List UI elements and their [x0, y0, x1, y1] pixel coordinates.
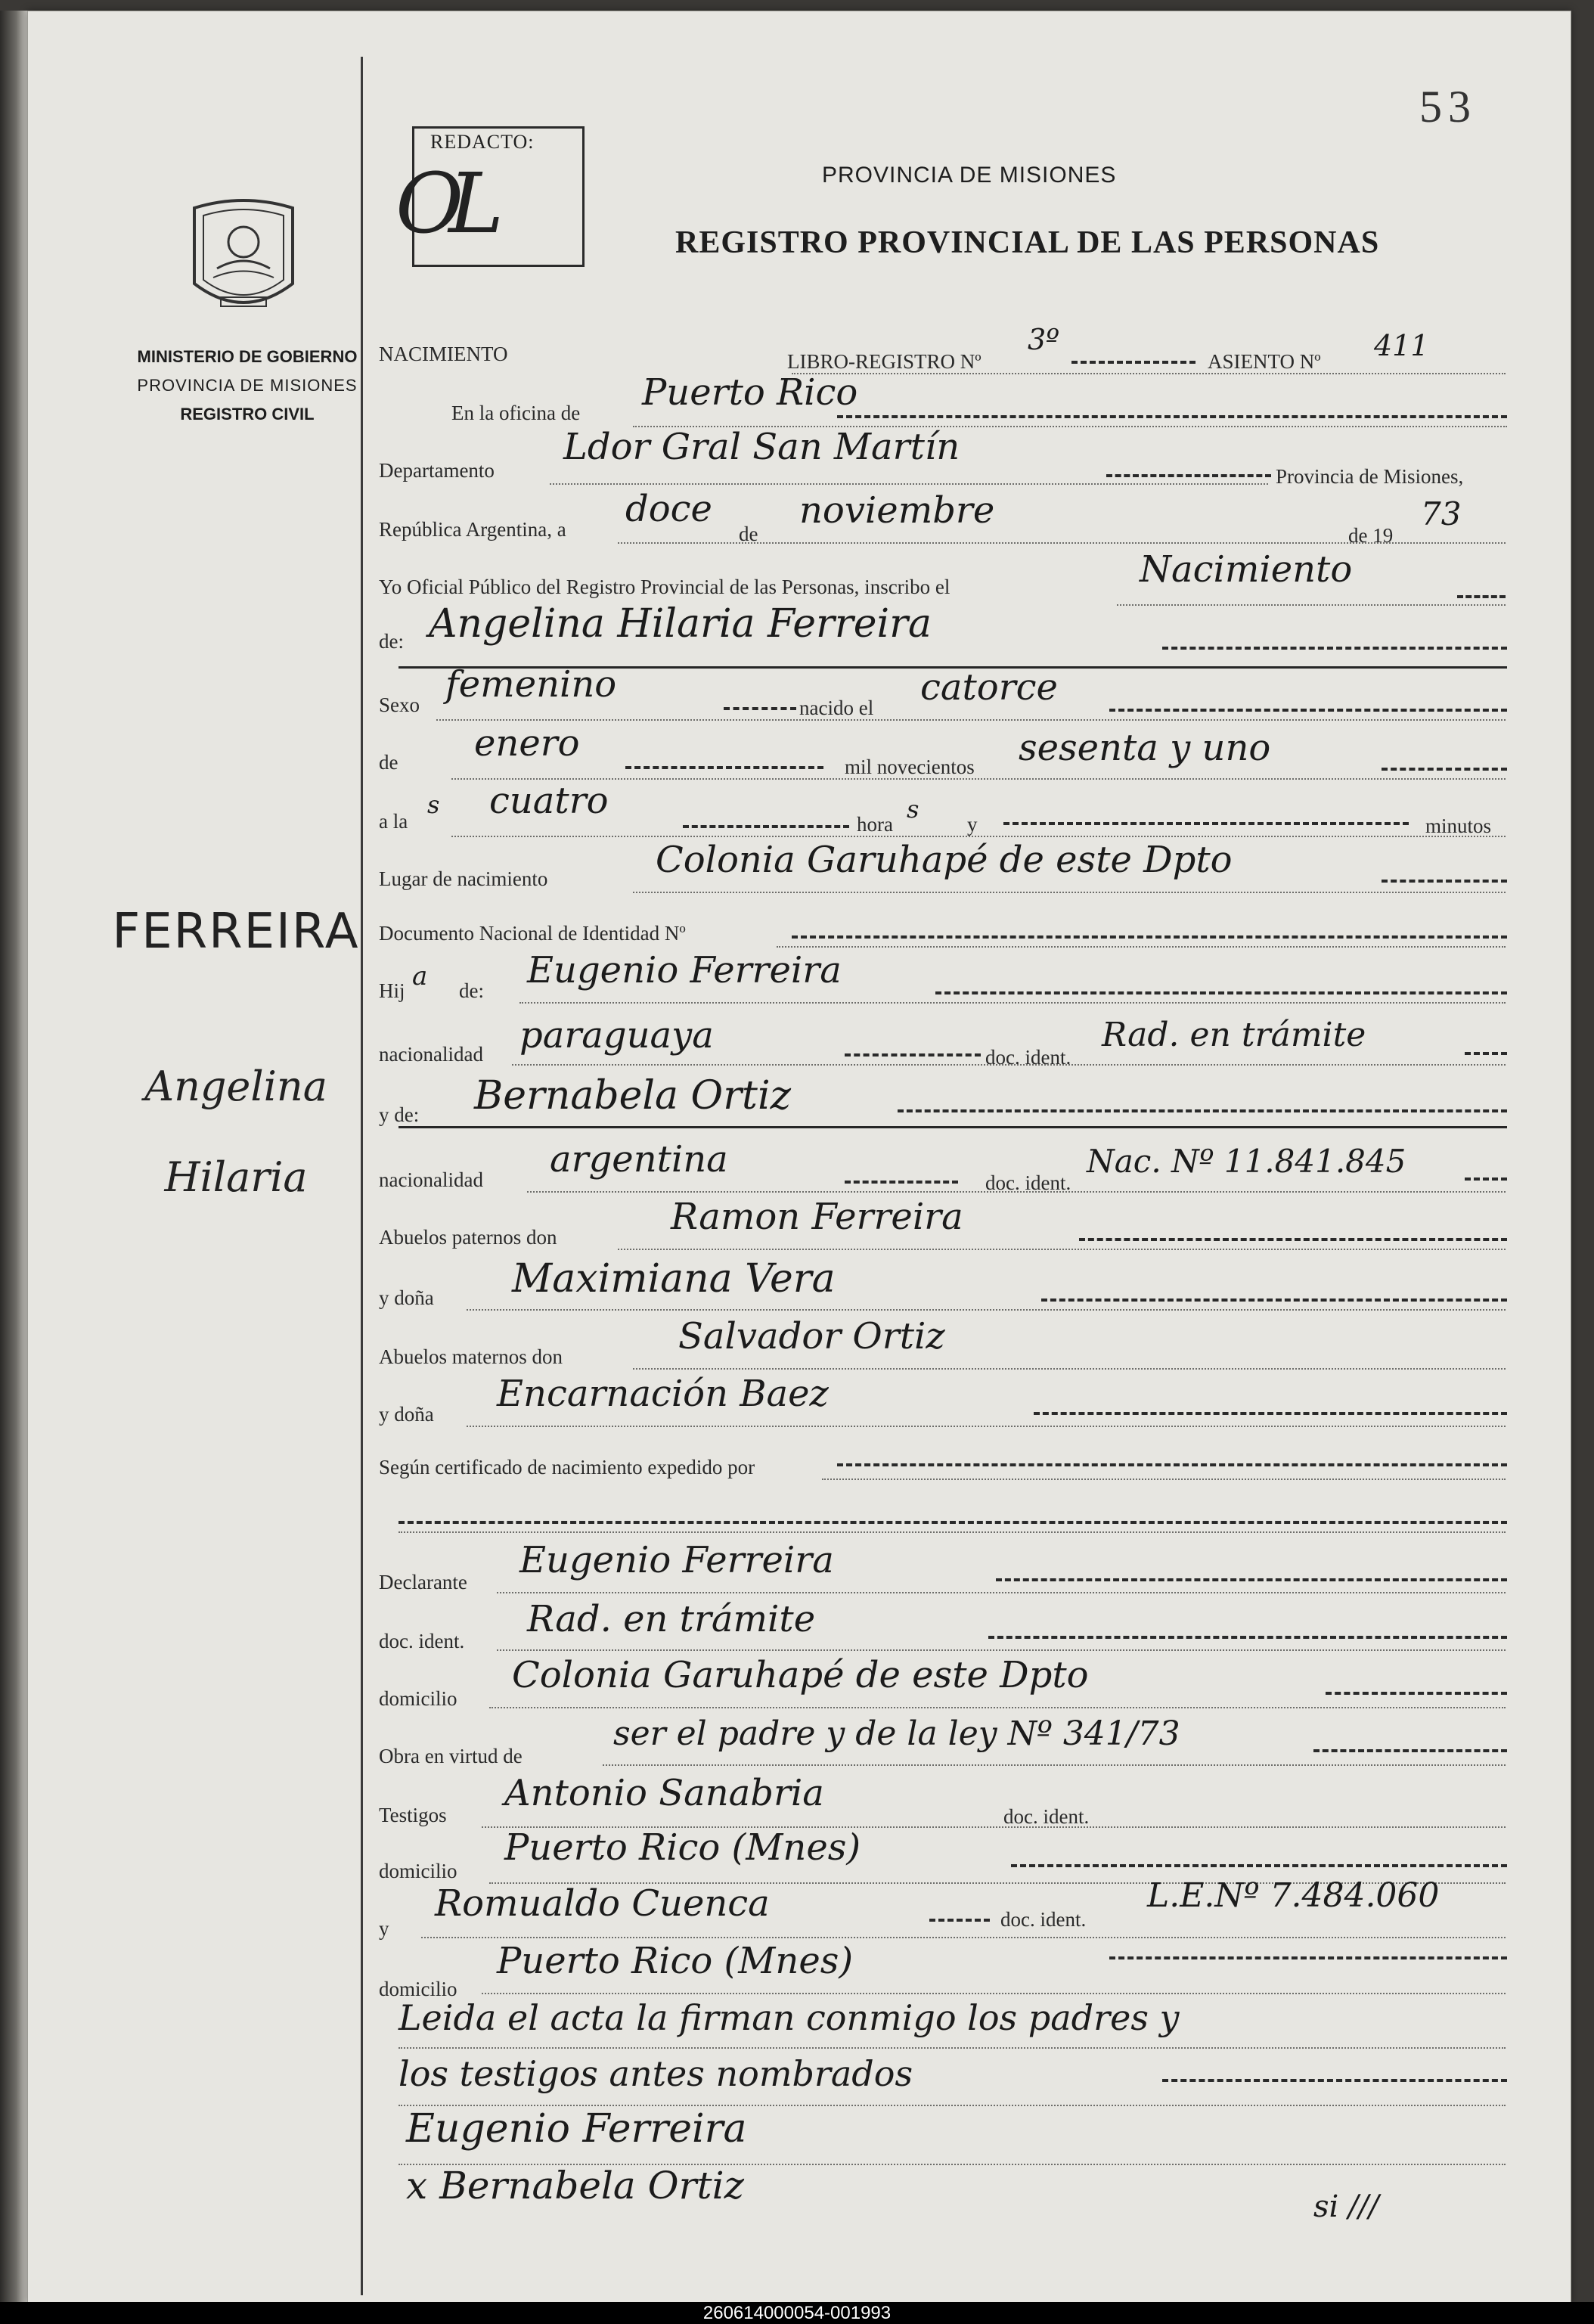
padre-nacionalidad-label: nacionalidad	[379, 1043, 483, 1066]
dash-line	[996, 1578, 1507, 1581]
register-page	[27, 11, 1571, 2304]
dotted-rule	[436, 719, 1506, 721]
dash-line	[398, 1521, 1507, 1524]
dotted-rule	[633, 1368, 1506, 1370]
margin-given-name-2: Hilaria	[164, 1153, 308, 1201]
dash-line	[1011, 1864, 1507, 1867]
abuelo-materno-value: Salvador Ortiz	[678, 1315, 945, 1357]
testigo1-doc-label: doc. ident.	[1003, 1805, 1090, 1828]
departamento-value: Ldor Gral San Martín	[563, 426, 960, 468]
padre-doc-label: doc. ident.	[985, 1046, 1071, 1069]
padre-value: Eugenio Ferreira	[527, 949, 842, 991]
dash-line	[1071, 361, 1196, 364]
ydona2-label: y doña	[379, 1403, 434, 1426]
dash-line	[1313, 1749, 1507, 1752]
obra-value: ser el padre y de la ley Nº 341/73	[613, 1714, 1180, 1753]
declarante-value: Eugenio Ferreira	[519, 1539, 834, 1581]
testigo2-doc-value: L.E.Nº 7.484.060	[1147, 1876, 1440, 1915]
province-heading: PROVINCIA DE MISIONES	[822, 163, 1117, 188]
republica-label: República Argentina, a	[379, 518, 566, 541]
dotted-rule	[792, 373, 1506, 374]
oficial-label: Yo Oficial Público del Registro Provincial de las Personas, inscribo el	[379, 576, 951, 598]
departamento-label: Departamento	[379, 459, 495, 482]
ala-suffix: s	[427, 790, 440, 819]
domicilio2-label: domicilio	[379, 1860, 457, 1882]
dotted-rule	[497, 1649, 1506, 1651]
obra-label: Obra en virtud de	[379, 1745, 523, 1767]
dash-line	[724, 707, 796, 710]
dash-line	[1326, 1692, 1507, 1695]
madre-nacionalidad-label: nacionalidad	[379, 1168, 483, 1191]
dotted-rule	[497, 1592, 1506, 1593]
de19-label: de 19	[1348, 524, 1394, 547]
registry-title: REGISTRO PROVINCIAL DE LAS PERSONAS	[675, 225, 1380, 260]
closing-line-1: Leida el acta la firman conmigo los padres y	[398, 1997, 1180, 2038]
oficina-value: Puerto Rico	[642, 371, 858, 414]
de-label: de	[739, 523, 758, 545]
dash-line	[1457, 595, 1506, 598]
section-rule	[398, 1126, 1507, 1128]
asiento-value: 411	[1374, 329, 1429, 362]
segun-label: Según certificado de nacimiento expedido por	[379, 1456, 755, 1478]
mil-label: mil novecientos	[845, 756, 975, 778]
dash-line	[1034, 1412, 1507, 1415]
testigo1-domicilio-value: Puerto Rico (Mnes)	[504, 1826, 861, 1869]
folio-number: 53	[1419, 82, 1477, 132]
dotted-rule	[398, 1531, 1506, 1533]
dotted-rule	[512, 1064, 1506, 1066]
libro-value: 3º	[1028, 323, 1060, 356]
closing-line-2: los testigos antes nombrados	[398, 2053, 913, 2094]
abuelos-paternos-label: Abuelos paternos don	[379, 1226, 557, 1249]
de3-label: de:	[459, 979, 484, 1002]
dash-line	[1382, 880, 1507, 883]
libro-label: LIBRO-REGISTRO Nº	[787, 350, 982, 373]
testigo2-value: Romualdo Cuenca	[435, 1882, 770, 1925]
archive-id: 260614000054-001993	[702, 2303, 892, 2323]
provincial-seal-icon	[187, 193, 300, 321]
ministry-heading	[119, 343, 376, 429]
acto-value: Nacimiento	[1140, 548, 1353, 591]
dash-line	[845, 1053, 981, 1057]
margin-surname: FERREIRA	[112, 904, 360, 960]
minutos-label: minutos	[1425, 814, 1492, 837]
y-label: y	[967, 813, 978, 836]
dotted-rule	[467, 1426, 1506, 1427]
dash-line	[1162, 2079, 1507, 2082]
dash-line	[935, 991, 1507, 994]
dotted-rule	[451, 778, 1506, 780]
nacido-dia-value: catorce	[920, 666, 1058, 709]
dotted-rule	[519, 1002, 1506, 1004]
dotted-rule	[467, 1309, 1506, 1311]
nacido-anio-value: sesenta y uno	[1019, 727, 1271, 769]
testigos-label: Testigos	[379, 1804, 447, 1826]
dotted-rule	[633, 892, 1506, 893]
dash-line	[898, 1109, 1507, 1112]
ydona-label: y doña	[379, 1286, 434, 1309]
testigo2-doc-label: doc. ident.	[1000, 1908, 1087, 1931]
dotted-rule	[482, 1993, 1506, 1994]
ministry-line-3: REGISTRO CIVIL	[180, 405, 315, 424]
yde-label: y de:	[379, 1103, 420, 1126]
dash-line	[1079, 1238, 1507, 1241]
dotted-rule	[451, 836, 1506, 837]
ministry-line-2: PROVINCIA DE MISIONES	[137, 376, 358, 395]
dotted-rule	[618, 542, 1506, 544]
signature-father: Eugenio Ferreira	[406, 2106, 747, 2152]
dotted-rule	[550, 483, 1268, 485]
declarante-label: Declarante	[379, 1571, 467, 1593]
dash-line	[1003, 822, 1409, 825]
sexo-value: femenino	[445, 663, 617, 706]
dash-line	[1465, 1178, 1507, 1181]
abuela-paterna-value: Maximiana Vera	[512, 1256, 836, 1302]
abuela-materna-value: Encarnación Baez	[497, 1373, 829, 1415]
testigo1-value: Antonio Sanabria	[504, 1772, 824, 1814]
declarante-doc-value: Rad. en trámite	[527, 1598, 816, 1640]
redacto-label: REDACTO:	[430, 131, 535, 153]
oficina-label: En la oficina de	[451, 402, 581, 424]
fecha-anio-value: 73	[1421, 495, 1462, 532]
madre-nacionalidad-value: argentina	[550, 1138, 728, 1181]
madre-doc-label: doc. ident.	[985, 1171, 1071, 1194]
fecha-mes-value: noviembre	[799, 489, 995, 532]
domicilio-label: domicilio	[379, 1687, 457, 1710]
dotted-rule	[398, 2047, 1506, 2049]
dash-line	[1109, 709, 1507, 712]
declarante-domicilio-value: Colonia Garuhapé de este Dpto	[512, 1654, 1089, 1696]
horas-label: hora	[857, 813, 893, 836]
redacto-initials: OL	[395, 155, 489, 252]
signature-mother: x Bernabela Ortiz	[406, 2164, 744, 2208]
dash-line	[837, 1463, 1507, 1466]
dash-line	[1162, 647, 1507, 650]
padre-doc-value: Rad. en trámite	[1102, 1016, 1366, 1054]
dotted-rule	[421, 1937, 1506, 1938]
dotted-rule	[618, 1249, 1506, 1250]
dash-line	[683, 825, 849, 828]
dotted-rule	[777, 946, 1506, 948]
de-colon-label: de:	[379, 630, 404, 653]
dotted-rule	[1117, 604, 1506, 606]
archive-id-bar	[0, 2302, 1594, 2324]
dash-line	[1106, 474, 1271, 477]
dash-line	[792, 935, 1507, 939]
madre-value: Bernabela Ortiz	[474, 1073, 791, 1119]
inscrito-nombre-value: Angelina Hilaria Ferreira	[429, 601, 932, 647]
declarante-doc-label: doc. ident.	[379, 1630, 465, 1652]
nacido-label: nacido el	[799, 697, 874, 719]
de2-label: de	[379, 751, 398, 774]
dotted-rule	[489, 1707, 1506, 1708]
provincia-label: Provincia de Misiones,	[1276, 465, 1464, 488]
dash-line	[988, 1636, 1507, 1639]
sexo-label: Sexo	[379, 693, 420, 716]
ministry-line-1: MINISTERIO DE GOBIERNO	[137, 347, 358, 366]
dash-line	[929, 1919, 990, 1922]
dash-line	[1041, 1299, 1507, 1302]
abuelos-maternos-label: Abuelos maternos don	[379, 1345, 563, 1368]
domicilio3-label: domicilio	[379, 1978, 457, 2000]
testigo2-domicilio-value: Puerto Rico (Mnes)	[497, 1940, 854, 1982]
asiento-label: ASIENTO Nº	[1208, 350, 1321, 373]
dni-label: Documento Nacional de Identidad Nº	[379, 922, 686, 945]
nacido-mes-value: enero	[474, 722, 580, 765]
marginal-note: si ///	[1313, 2189, 1379, 2224]
hora-value: cuatro	[489, 780, 609, 822]
madre-doc-value: Nac. Nº 11.841.845	[1087, 1143, 1406, 1180]
lugar-value: Colonia Garuhapé de este Dpto	[656, 839, 1233, 881]
ala-label: a la	[379, 810, 408, 833]
dash-line	[1382, 768, 1507, 771]
hij-label: Hij	[379, 979, 405, 1002]
hij-suffix: a	[412, 961, 428, 991]
dash-line	[1465, 1052, 1507, 1055]
dotted-rule	[822, 1478, 1506, 1480]
dash-line	[625, 766, 823, 769]
margin-given-name-1: Angelina	[144, 1063, 327, 1110]
act-type-label: NACIMIENTO	[379, 343, 508, 365]
dotted-rule	[603, 1764, 1506, 1766]
book-binding	[0, 11, 27, 2302]
y2-label: y	[379, 1917, 389, 1940]
fecha-dia-value: doce	[625, 488, 712, 530]
dash-line	[845, 1181, 958, 1184]
dotted-rule	[527, 1191, 1506, 1193]
horas-suffix: s	[907, 795, 919, 824]
dash-line	[1109, 1956, 1507, 1959]
lugar-label: Lugar de nacimiento	[379, 867, 548, 890]
dash-line	[837, 415, 1507, 418]
padre-nacionalidad-value: paraguaya	[519, 1014, 714, 1057]
abuelo-paterno-value: Ramon Ferreira	[671, 1196, 963, 1238]
